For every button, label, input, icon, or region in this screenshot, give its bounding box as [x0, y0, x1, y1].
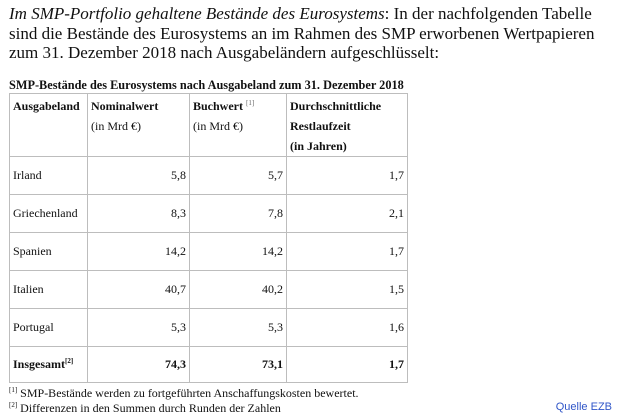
footnote-1: [1] SMP-Bestände werden zu fortgeführten Anschaffungskosten bewertet. [9, 386, 359, 400]
header-maturity: Durchschnittliche Restlaufzeit (in Jahren) [287, 94, 408, 157]
cell-total-maturity: 1,7 [287, 347, 408, 383]
cell-total-book: 73,1 [190, 347, 287, 383]
table-caption: SMP-Bestände des Eurosystems nach Ausgabeland zum 31. Dezember 2018 [9, 78, 404, 92]
cell-country: Spanien [10, 233, 88, 271]
header-nominal: Nominalwert (in Mrd €) [88, 94, 190, 157]
footnote-ref-1: [1] [246, 99, 255, 107]
header-book: Buchwert [1] (in Mrd €) [190, 94, 287, 157]
footnote-ref-2: [2] [65, 357, 74, 365]
cell-maturity: 1,6 [287, 309, 408, 347]
table-row [10, 233, 408, 271]
header-country: Ausgabeland [10, 94, 88, 157]
cell-book: 5,3 [190, 309, 287, 347]
cell-maturity: 1,5 [287, 271, 408, 309]
cell-nominal: 14,2 [88, 233, 190, 271]
cell-country: Irland [10, 157, 88, 195]
cell-total-nominal: 74,3 [88, 347, 190, 383]
cell-country: Griechenland [10, 195, 88, 233]
table-row [10, 157, 408, 195]
smp-holdings-table [9, 93, 408, 383]
header-book-unit: (in Mrd €) [193, 119, 243, 133]
source-label: Quelle EZB [555, 401, 612, 413]
intro-text: : In der nachfolgenden Tabelle sind die Bestände des Eurosystems an im Rahmen des SMP erworbenen Wertpapieren zum 31. Dezember 2018 nach Ausgabeländern aufgeschlüsselt: [9, 4, 595, 62]
cell-maturity: 1,7 [287, 233, 408, 271]
cell-nominal: 8,3 [88, 195, 190, 233]
table-total-row [10, 347, 408, 383]
header-maturity-unit: (in Jahren) [290, 139, 347, 153]
table-row [10, 195, 408, 233]
cell-maturity: 2,1 [287, 195, 408, 233]
cell-book: 14,2 [190, 233, 287, 271]
intro-lead: Im SMP-Portfolio gehaltene Bestände des Eurosystems [9, 4, 385, 23]
intro-paragraph [9, 4, 615, 63]
cell-country: Portugal [10, 309, 88, 347]
cell-nominal: 5,8 [88, 157, 190, 195]
table-row [10, 309, 408, 347]
cell-book: 5,7 [190, 157, 287, 195]
cell-country: Italien [10, 271, 88, 309]
cell-nominal: 40,7 [88, 271, 190, 309]
table-header-row [10, 94, 408, 157]
header-nominal-unit: (in Mrd €) [91, 119, 141, 133]
footnotes [9, 386, 359, 415]
cell-book: 40,2 [190, 271, 287, 309]
cell-total-label: Insgesamt[2] [10, 347, 88, 383]
footnote-2: [2] Differenzen in den Summen durch Runden der Zahlen [9, 400, 281, 415]
table-row [10, 271, 408, 309]
cell-maturity: 1,7 [287, 157, 408, 195]
cell-nominal: 5,3 [88, 309, 190, 347]
cell-book: 7,8 [190, 195, 287, 233]
